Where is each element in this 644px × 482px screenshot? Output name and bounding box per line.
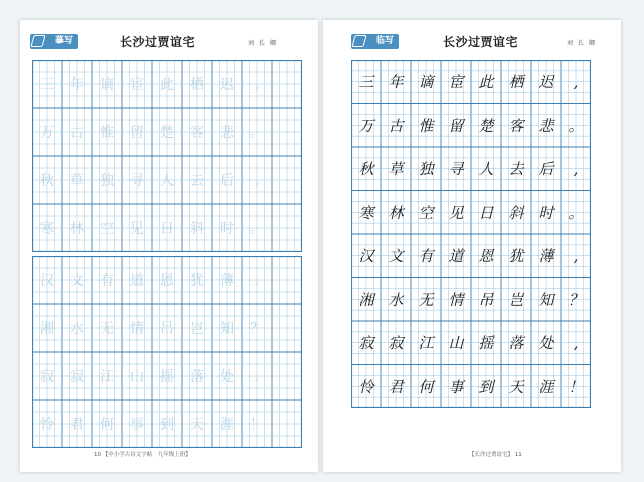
character-cell: 吊 [160,321,174,337]
character-cell: 时 [220,221,234,237]
tracing-grid-bottom [32,256,302,448]
character-cell: 情 [448,290,464,309]
character-cell: 湘 [40,321,54,337]
character-cell: 水 [388,290,404,309]
badge-label: 摹写 [54,36,73,46]
character-cell: 何 [100,417,114,433]
character-cell: 江 [100,369,114,385]
character-cell: 惟 [100,125,114,141]
character-cell: 寂 [70,369,84,385]
character-cell: 寻 [448,160,464,179]
character-cell: 后 [538,160,554,179]
character-cell: 岂 [508,290,524,309]
character-cell: 薄 [220,273,234,289]
character-cell: 山 [130,369,144,385]
character-cell: 栖 [508,73,524,92]
character-cell: 怜 [358,377,374,396]
character-cell: ？ [568,290,584,309]
character-cell: 人 [160,173,174,189]
character-cell: 事 [130,417,144,433]
character-cell: 君 [388,377,404,396]
character-cell: 寒 [40,221,54,237]
character-cell: 有 [100,273,114,289]
character-cell: 见 [448,203,464,222]
character-cell: 怜 [40,417,54,433]
character-cell: 年 [70,77,84,93]
character-cell: 道 [130,273,144,289]
character-cell: 独 [100,173,114,189]
character-cell: 。 [250,125,264,141]
character-cell: 人 [478,160,494,179]
character-cell: 事 [448,377,464,396]
page-title: 长沙过贾谊宅 [443,35,519,49]
character-cell: 落 [508,334,524,353]
character-cell: 到 [478,377,494,396]
character-cell: 汉 [40,273,54,289]
character-cell: 日 [478,203,494,222]
character-cell: 摇 [478,334,494,353]
character-cell: 吊 [478,290,494,309]
character-cell: 情 [130,321,144,337]
character-cell: , [573,333,579,352]
character-cell: 年 [388,73,404,92]
character-cell: 文 [70,273,84,289]
character-cell: 后 [220,173,234,189]
character-cell: , [254,272,260,288]
character-cell: 宦 [130,77,144,93]
character-cell: 留 [130,125,144,141]
character-cell: 山 [448,334,464,353]
character-cell: 时 [538,203,554,222]
character-cell: 空 [418,203,434,222]
character-cell: 万 [40,125,54,141]
character-cell: 秋 [358,160,374,179]
character-cell: 古 [388,116,404,135]
character-cell: 处 [538,334,554,353]
character-cell: 古 [70,125,84,141]
character-cell: 寻 [130,173,144,189]
character-cell: 何 [418,377,434,396]
character-cell: 林 [388,203,404,222]
character-cell: 客 [508,116,524,135]
badge-label: 临写 [375,36,394,46]
character-cell: 楚 [160,125,174,141]
character-cell: 此 [478,73,494,92]
character-cell: 悲 [220,125,234,141]
character-cell: 恩 [478,247,494,266]
character-cell: 日 [160,221,174,237]
character-cell: 寂 [40,369,54,385]
character-cell: 无 [418,290,434,309]
character-cell: 。 [568,203,584,222]
character-cell: 去 [508,160,524,179]
practice-badge [351,34,399,49]
character-cell: 犹 [190,273,204,289]
character-cell: 犹 [508,247,524,266]
character-cell: 处 [220,369,234,385]
character-cell: 涯 [220,417,234,433]
character-cell: 涯 [538,377,554,396]
character-cell: 湘 [358,290,374,309]
character-cell: 客 [190,125,204,141]
character-cell: 谪 [100,77,114,93]
author: 刘 长 卿 [248,40,278,47]
character-cell: 空 [100,221,114,237]
practice-grid [351,60,591,408]
character-cell [272,352,302,400]
character-cell: , [254,76,260,92]
character-cell: , [573,159,579,178]
character-cell: 有 [418,247,434,266]
character-cell: 此 [160,77,174,93]
copy-badge [30,34,78,49]
character-cell: 无 [100,321,114,337]
character-cell: 江 [418,334,434,353]
character-cell: 迟 [538,73,554,92]
character-cell: 栖 [190,77,204,93]
character-cell: 天 [508,377,524,396]
character-cell: 摇 [160,369,174,385]
character-cell: 。 [568,116,584,135]
author: 刘 长 卿 [567,40,597,47]
tracing-grid-top [32,60,302,252]
character-cell: ？ [250,321,264,337]
character-cell: 天 [190,417,204,433]
page-title: 长沙过贾谊宅 [120,35,196,49]
page-footer: 10 【中小学古诗文字帖 九年级上册】 [94,452,191,458]
character-cell: 。 [250,221,264,237]
character-cell: 谪 [418,73,434,92]
character-cell: 君 [70,417,84,433]
character-cell: 去 [190,173,204,189]
character-cell [272,256,302,304]
character-cell: 草 [70,173,84,189]
character-cell: 岂 [190,321,204,337]
character-cell [272,156,302,204]
character-cell: 楚 [478,116,494,135]
left-page [20,20,318,472]
pen-icon [351,35,366,47]
character-cell: 留 [448,116,464,135]
character-cell: 落 [190,369,204,385]
character-cell: 林 [70,221,84,237]
character-cell: 寂 [388,334,404,353]
character-cell: 悲 [538,116,554,135]
character-cell: 见 [130,221,144,237]
character-cell: 道 [448,247,464,266]
character-cell: 知 [538,290,554,309]
character-cell: 独 [418,160,434,179]
character-cell [272,204,302,252]
character-cell [272,60,302,108]
grid-cells [32,256,302,448]
character-cell: 寂 [358,334,374,353]
character-cell: 寒 [358,203,374,222]
character-cell: 汉 [358,247,374,266]
page-footer: 【长沙过贾谊宅】 11 [469,452,522,458]
character-cell: , [254,368,260,384]
character-cell: 迟 [220,77,234,93]
character-cell: 惟 [418,116,434,135]
grid-cells [32,60,302,252]
character-cell: 草 [388,160,404,179]
character-cell [272,400,302,448]
grid-cells [351,60,591,408]
character-cell: 斜 [508,203,524,222]
character-cell: ！ [568,377,584,396]
character-cell: 三 [358,73,374,92]
character-cell: 到 [160,417,174,433]
character-cell [272,304,302,352]
character-cell: , [573,72,579,91]
character-cell: 万 [358,116,374,135]
character-cell: 文 [388,247,404,266]
pen-icon [30,35,45,47]
character-cell: 恩 [160,273,174,289]
character-cell: 知 [220,321,234,337]
character-cell: 秋 [40,173,54,189]
character-cell: 宦 [448,73,464,92]
character-cell: 水 [70,321,84,337]
character-cell: 薄 [538,247,554,266]
character-cell: , [573,246,579,265]
right-page [323,20,621,472]
character-cell [272,108,302,156]
character-cell: ！ [250,417,264,433]
character-cell: 三 [40,77,54,93]
character-cell: 斜 [190,221,204,237]
character-cell: , [254,172,260,188]
